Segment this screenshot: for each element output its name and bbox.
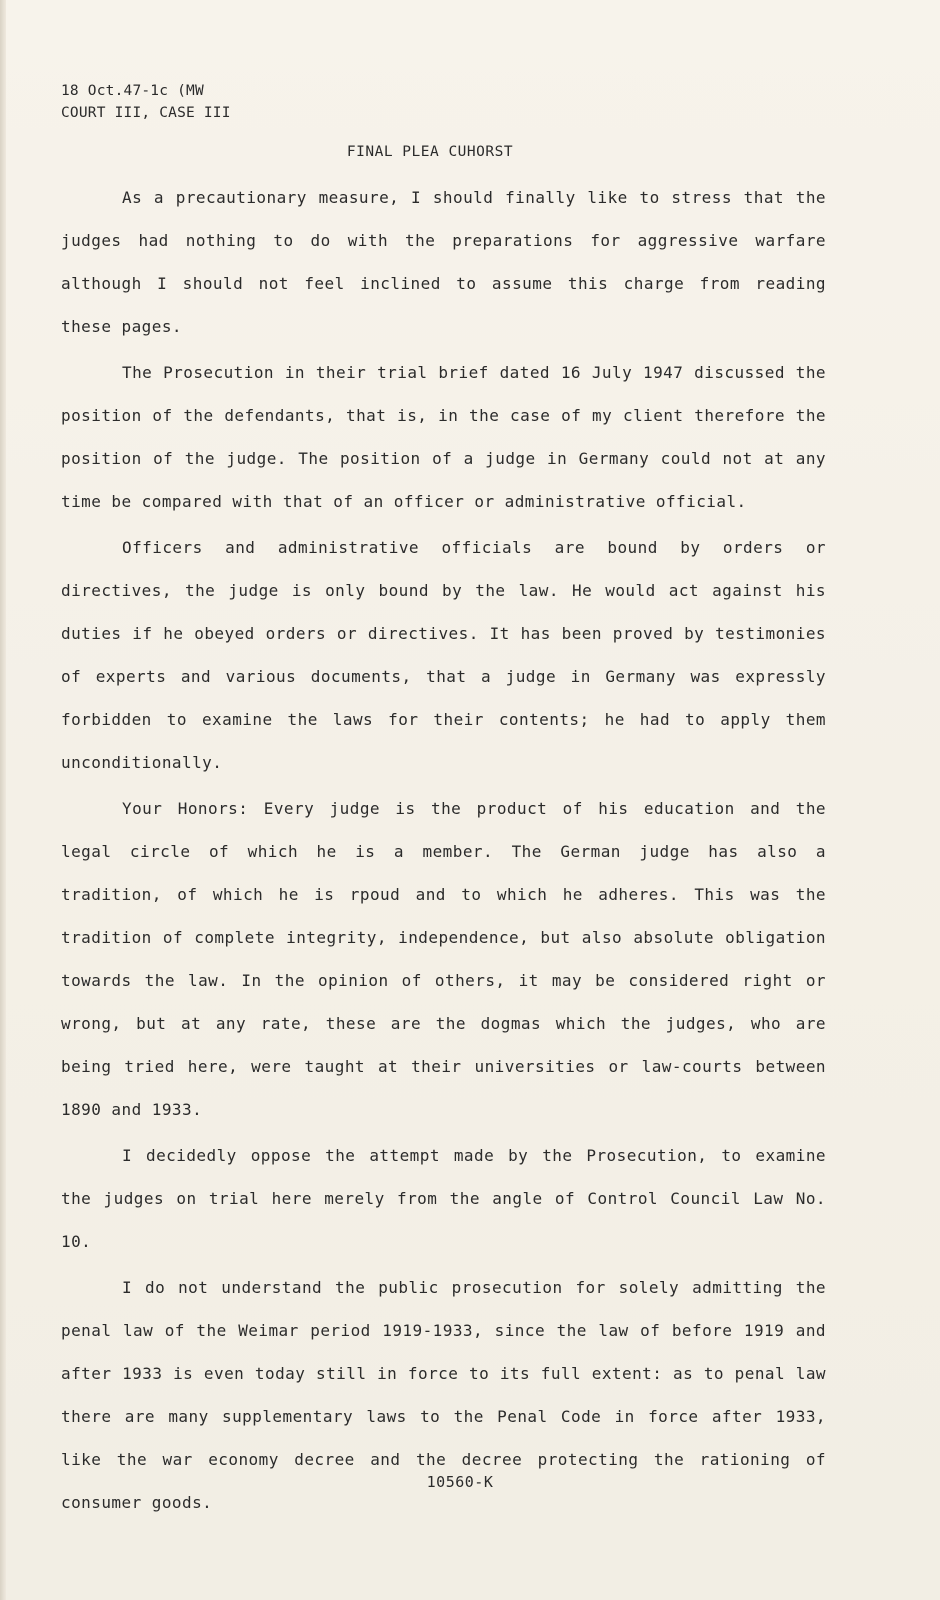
page-number: 10560-K [426, 1473, 494, 1491]
paragraph-5: I decidedly oppose the attempt made by the Prosecution, to examine the judges on trial here merely from the angle of Control Council Law No. 10. [61, 1146, 826, 1251]
paragraph-4: Your Honors: Every judge is the product of his education and the legal circle of which he is a member. The German judge has also a tradition, of which he is rpoud and to which he adheres. This was the tradition of complete integrity, independence, but also absolute obligation towards the law. In the opinion of others, it may be considered right or wrong, but at any rate, these are the dogmas which the judges, who are being tried here, were taught at their universities or law-courts between 1890 and 1933. [61, 799, 826, 1119]
paragraph-3: Officers and administrative officials are bound by orders or directives, the judge is only bound by the law. He would act against his duties if he obeyed orders or directives. It has been proved by testimonies of experts and various documents, that a judge in Germany was expressly forbidden to examine the laws for their contents; he had to apply them unconditionally. [61, 538, 826, 772]
header-date-line: 18 Oct.47-1c (MW [61, 83, 204, 99]
document-body [61, 176, 826, 1527]
document-header [61, 80, 231, 124]
paragraph-1: As a precautionary measure, I should finally like to stress that the judges had nothing to do with the preparations for aggressive warfare although I should not feel inclined to assume this charge from reading these pages. [61, 188, 826, 336]
page-edge [0, 0, 6, 1600]
header-court-line: COURT III, CASE III [61, 105, 231, 121]
paragraph-6: I do not understand the public prosecution for solely admitting the penal law of the Weimar period 1919-1933, since the law of before 1919 and after 1933 is even today still in force to its full extent: as to penal law there are many supplementary laws to the Penal Code in force after 1933, like the war economy decree and the decree protecting the rationing of consumer goods. [61, 1278, 826, 1512]
document-title: FINAL PLEA CUHORST [346, 144, 514, 160]
paragraph-2: The Prosecution in their trial brief dated 16 July 1947 discussed the position of the defendants, that is, in the case of my client therefore the position of the judge. The position of a judge in Germany could not at any time be compared with that of an officer or administrative official. [61, 363, 826, 511]
